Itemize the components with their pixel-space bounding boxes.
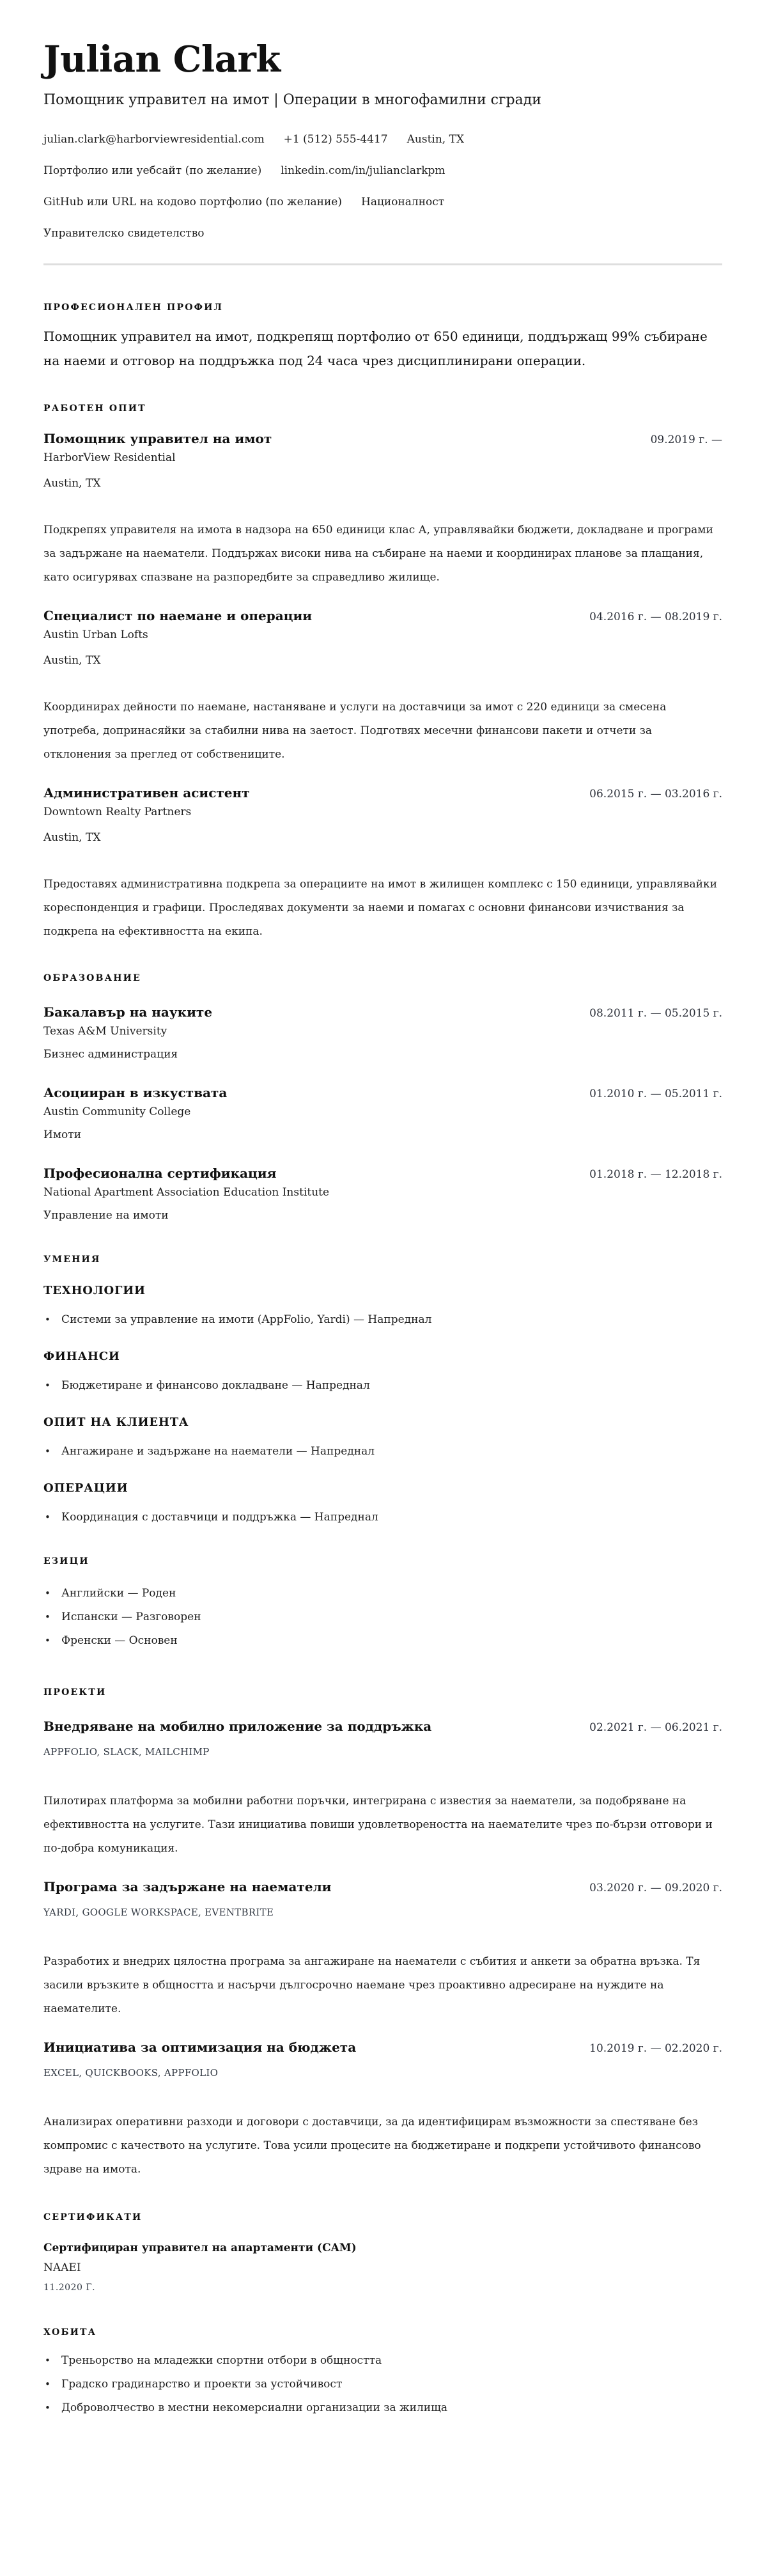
project-tech: EXCEL, QUICKBOOKS, APPFOLIO	[43, 2067, 219, 2079]
skill-group-title: ОПИТ НА КЛИЕНТА	[43, 1416, 189, 1429]
experience-entry	[43, 429, 722, 589]
company-name: Austin Urban Lofts	[43, 628, 148, 641]
skill-item: • Ангажиране и задържане на наематели — Напреднал	[43, 1440, 722, 1464]
header-divider	[43, 263, 722, 265]
school-name: National Apartment Association Education Institute	[43, 1186, 330, 1199]
education-entry	[43, 1003, 722, 1064]
school-name: Austin Community College	[43, 1105, 191, 1118]
education-date: 08.2011 г. — 05.2015 г.	[589, 1007, 722, 1020]
certification-name: Сертифициран управител на апартаменти (CAM)	[43, 2242, 357, 2254]
project-date: 02.2021 г. — 06.2021 г.	[589, 1721, 722, 1734]
languages-section	[43, 1555, 722, 1653]
certifications-section	[43, 2211, 722, 2297]
project-name: Внедряване на мобилно приложение за поддръжка	[43, 1719, 432, 1734]
profile-section	[43, 301, 722, 373]
experience-entry	[43, 606, 722, 767]
job-description: Подкрепях управителя на имота в надзора на 650 единици клас А, управлявайки бюджети, докладване и програми за задържане на наематели. Поддържах високи нива на събиране на наеми и координирах планове за плащания, като осигурявах спазване на разпоредбите за справедливо жилище.	[43, 524, 713, 584]
job-description: Предоставях административна подкрепа за операциите на имот в жилищен комплекс с 150 единици, управлявайки кореспонденция и графици. Проследявах документи за наеми и помагах с основни финансови изчиствания за подкрепа на ефективността на екипа.	[43, 878, 717, 938]
skill-group	[43, 1283, 722, 1332]
contact-info	[43, 124, 722, 249]
certification-date: 11.2020 Г.	[43, 2283, 96, 2293]
language-item: • Английски — Роден	[43, 1582, 722, 1605]
job-location: Austin, TX	[43, 831, 101, 844]
skill-group-title: ТЕХНОЛОГИИ	[43, 1284, 146, 1297]
field-of-study: Управление на имоти	[43, 1209, 169, 1222]
field-of-study: Бизнес администрация	[43, 1048, 178, 1061]
hobby-item: • Доброволчество в местни некомерсиални организации за жилища	[43, 2396, 722, 2420]
profile-summary: Помощник управител на имот, подкрепящ портфолио от 650 единици, поддържащ 99% събиране на наеми и отговор на поддръжка под 24 часа чрез дисциплинирани операции.	[43, 329, 708, 368]
contact-line	[43, 155, 722, 187]
experience-entry	[43, 783, 722, 944]
project-name: Инициатива за оптимизация на бюджета	[43, 2040, 357, 2055]
job-title: Административен асистент	[43, 785, 250, 800]
company-name: HarborView Residential	[43, 451, 176, 464]
project-entry	[43, 2038, 722, 2182]
degree-title: Асоцииран в изкуствата	[43, 1085, 228, 1100]
skill-group-title: ФИНАНСИ	[43, 1350, 120, 1363]
skill-list	[43, 1374, 722, 1398]
education-entry	[43, 1083, 722, 1144]
skill-item: • Системи за управление на имоти (AppFolio, Yardi) — Напреднал	[43, 1308, 722, 1332]
linkedin-link[interactable]: linkedin.com/in/julianclarkpm	[281, 164, 445, 177]
job-title: Помощник управител на имот	[43, 431, 272, 446]
skill-group	[43, 1414, 722, 1464]
skills-section	[43, 1253, 722, 1529]
company-name: Downtown Realty Partners	[43, 806, 192, 818]
projects-section	[43, 1686, 722, 2182]
education-section	[43, 972, 722, 1225]
section-title: РАБОТЕН ОПИТ	[43, 403, 146, 414]
skill-item: • Бюджетиране и финансово докладване — Напреднал	[43, 1374, 722, 1398]
candidate-name: Julian Clark	[43, 38, 281, 81]
section-title: ЕЗИЦИ	[43, 1556, 89, 1566]
language-item: • Френски — Основен	[43, 1629, 722, 1653]
certification-entry	[43, 2239, 722, 2297]
hobby-item: • Треньорство на младежки спортни отбори в общността	[43, 2349, 722, 2373]
degree-title: Професионална сертификация	[43, 1166, 277, 1181]
project-name: Програма за задържане на наематели	[43, 1879, 332, 1894]
job-date: 09.2019 г. —	[650, 433, 722, 446]
project-tech: APPFOLIO, SLACK, MAILCHIMP	[43, 1746, 210, 1758]
job-description: Координирах дейности по наемане, настаняване и услуги на доставчици за имот с 220 единици за смесена употреба, допринасяйки за стабилни нива на заетост. Подготвях месечни финансови пакети и отчети за отклонения за преглед от собствениците.	[43, 701, 667, 761]
degree-title: Бакалавър на науките	[43, 1004, 213, 1020]
skill-group-title: ОПЕРАЦИИ	[43, 1481, 128, 1495]
contact-line	[43, 218, 722, 249]
skill-list	[43, 1308, 722, 1332]
skill-list	[43, 1440, 722, 1464]
language-list	[43, 1582, 722, 1653]
experience-section	[43, 402, 722, 944]
project-description: Пилотирах платформа за мобилни работни поръчки, интегрирана с известия за наематели, за подобряване на ефективността на услугите. Тази инициатива повиши удовлетвореността на наемателите чрез по-бързи отговори и по-добра комуникация.	[43, 1795, 713, 1855]
email-link[interactable]: julian.clark@harborviewresidential.com	[43, 133, 265, 146]
section-title: ПРОФЕСИОНАЛЕН ПРОФИЛ	[43, 302, 224, 313]
skill-group	[43, 1348, 722, 1398]
portfolio-link[interactable]: Портфолио или уебсайт (по желание)	[43, 164, 262, 177]
job-date: 06.2015 г. — 03.2016 г.	[589, 788, 722, 800]
section-title: ОБРАЗОВАНИЕ	[43, 973, 141, 983]
section-title: СЕРТИФИКАТИ	[43, 2212, 143, 2222]
section-title: УМЕНИЯ	[43, 1254, 101, 1265]
driving-license: Управителско свидетелство	[43, 227, 205, 240]
skill-group	[43, 1480, 722, 1529]
section-title: ПРОЕКТИ	[43, 1687, 107, 1698]
job-date: 04.2016 г. — 08.2019 г.	[589, 611, 722, 623]
phone-number: +1 (512) 555-4417	[283, 133, 388, 146]
education-date: 01.2018 г. — 12.2018 г.	[589, 1168, 722, 1181]
candidate-headline: Помощник управител на имот | Операции в многофамилни сгради	[43, 92, 541, 108]
location: Austin, TX	[407, 133, 465, 146]
nationality: Националност	[361, 196, 445, 208]
education-date: 01.2010 г. — 05.2011 г.	[589, 1088, 722, 1100]
resume-header	[43, 37, 722, 265]
skill-item: • Координация с доставчици и поддръжка — Напреднал	[43, 1506, 722, 1529]
skill-list	[43, 1506, 722, 1529]
project-description: Анализирах оперативни разходи и договори с доставчици, за да идентифицирам възможности за спестяване без компромис с качеството на услугите. Това усили процесите на бюджетиране и подкрепи устойчивото финансово здраве на имота.	[43, 2116, 701, 2176]
job-location: Austin, TX	[43, 477, 101, 490]
section-title: ХОБИТА	[43, 2327, 97, 2338]
school-name: Texas A&M University	[43, 1025, 167, 1038]
certification-issuer: NAAEI	[43, 2261, 81, 2274]
education-entry	[43, 1164, 722, 1225]
project-description: Разработих и внедрих цялостна програма за ангажиране на наематели с събития и анкети за обратна връзка. Тя засили връзките в общността и насърчи дългосрочно наемане чрез проактивно адресиране на нуждите на наемателите.	[43, 1955, 701, 2015]
hobbies-section	[43, 2326, 722, 2420]
project-entry	[43, 1877, 722, 2021]
contact-line	[43, 124, 722, 155]
field-of-study: Имоти	[43, 1128, 82, 1141]
project-entry	[43, 1717, 722, 1861]
hobby-list	[43, 2349, 722, 2420]
job-title: Специалист по наемане и операции	[43, 608, 313, 623]
hobby-item: • Градско градинарство и проекти за устойчивост	[43, 2373, 722, 2396]
language-item: • Испански — Разговорен	[43, 1605, 722, 1629]
contact-line	[43, 187, 722, 218]
job-location: Austin, TX	[43, 654, 101, 667]
github-link[interactable]: GitHub или URL на кодово портфолио (по желание)	[43, 196, 342, 208]
project-date: 10.2019 г. — 02.2020 г.	[589, 2042, 722, 2055]
project-tech: YARDI, GOOGLE WORKSPACE, EVENTBRITE	[43, 1907, 274, 1918]
project-date: 03.2020 г. — 09.2020 г.	[589, 1882, 722, 1894]
